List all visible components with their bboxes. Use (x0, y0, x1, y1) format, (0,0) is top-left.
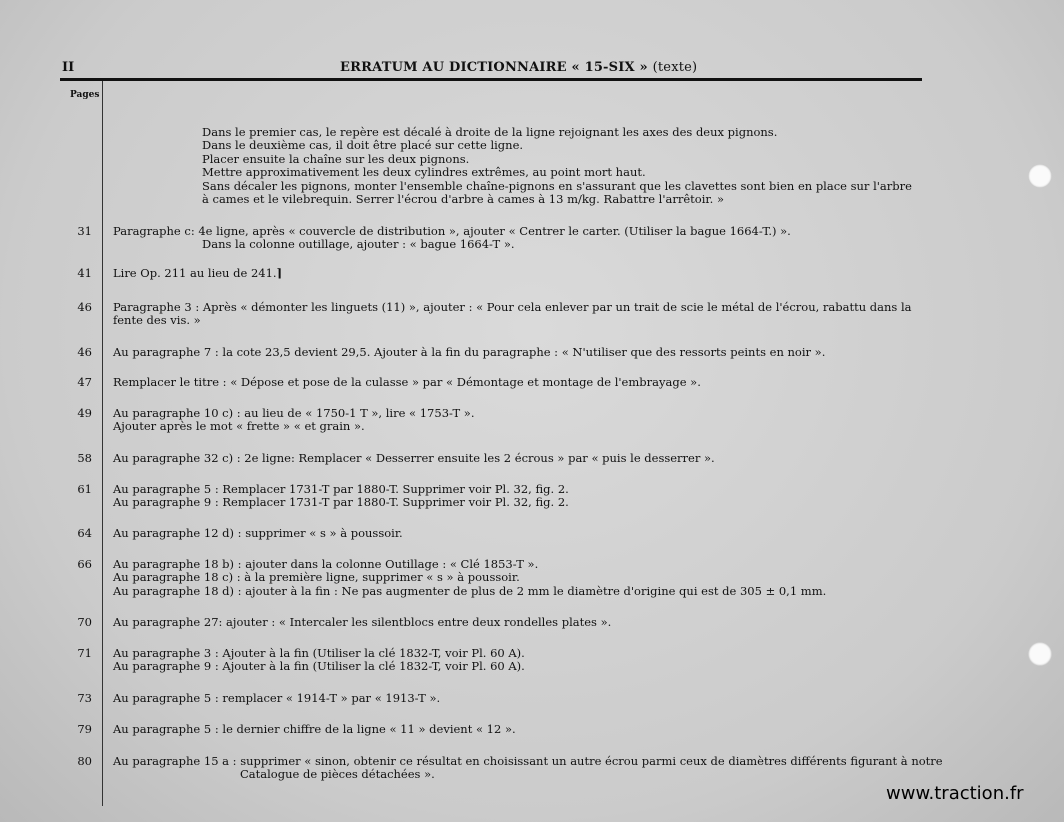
title-text: ERRATUM AU DICTIONNAIRE « 15-SIX » (340, 60, 648, 75)
intro-line: Dans le deuxième cas, il doit être placé sur cette ligne. (202, 138, 524, 153)
intro-line: Mettre approximativement les deux cylindres extrêmes, au point mort haut. (202, 165, 646, 180)
entry-line: Catalogue de pièces détachées ». (240, 767, 435, 782)
entry-line: Au paragraphe 15 a : supprimer « sinon, obtenir ce résultat en choisissant un autre écrou parmi ceux de diamètres différents figurant à notre (113, 754, 943, 768)
title-subtitle: (texte) (652, 60, 698, 75)
entry-line: fente des vis. » (113, 313, 201, 328)
punch-hole-bottom (1028, 642, 1052, 666)
pages-column-label: Pages (70, 90, 100, 100)
entry-line: Au paragraphe 9 : Remplacer 1731-T par 1880-T. Supprimer voir Pl. 32, fig. 2. (113, 495, 569, 510)
intro-paragraph (202, 126, 912, 206)
entry-page: 80 (77, 754, 92, 768)
entry-page: 61 (77, 482, 92, 496)
website-watermark: www.traction.fr (886, 783, 1024, 804)
entry-page: 49 (77, 406, 92, 420)
entry-line: Au paragraphe 7 : la cote 23,5 devient 29,5. Ajouter à la fin du paragraphe : « N'utiliser que des ressorts peints en noir ». (113, 345, 826, 359)
page-title (340, 60, 697, 75)
entry-line: Au paragraphe 5 : Remplacer 1731-T par 1880-T. Supprimer voir Pl. 32, fig. 2. (113, 482, 569, 496)
entry-page: 73 (77, 691, 92, 705)
punch-hole-top (1028, 164, 1052, 188)
entry-page: 64 (77, 526, 92, 540)
intro-line: Dans le premier cas, le repère est décalé à droite de la ligne rejoignant les axes des deux pignons. (202, 125, 778, 139)
entry-page: 70 (77, 615, 92, 629)
entry-page: 47 (77, 375, 92, 389)
intro-line: Placer ensuite la chaîne sur les deux pignons. (202, 151, 470, 166)
entry-line: Paragraphe c: 4e ligne, après « couvercle de distribution », ajouter « Centrer le carter. (Utiliser la bague 1664-T.) ». (113, 224, 791, 238)
entry-line: Au paragraphe 5 : le dernier chiffre de la ligne « 11 » devient « 12 ». (113, 722, 516, 736)
entry-page: 46 (77, 345, 92, 359)
entry-page: 41 (77, 266, 92, 280)
entry-page: 66 (77, 557, 92, 571)
entry-line: Au paragraphe 10 c) : au lieu de « 1750-1 T », lire « 1753-T ». (113, 406, 475, 420)
intro-line: Sans décaler les pignons, monter l'ensemble chaîne-pignons en s'assurant que les clavettes sont bien en place sur l'arbre (202, 178, 912, 193)
column-divider (102, 81, 103, 806)
entry-line: Dans la colonne outillage, ajouter : « bague 1664-T ». (202, 237, 515, 252)
entry-page: 31 (77, 224, 92, 238)
entry-line: Au paragraphe 18 b) : ajouter dans la colonne Outillage : « Clé 1853-T ». (113, 557, 539, 571)
entry-page: 46 (77, 300, 92, 314)
entry-line: Au paragraphe 12 d) : supprimer « s » à poussoir. (113, 526, 403, 540)
entry-line: Paragraphe 3 : Après « démonter les linguets (11) », ajouter : « Pour cela enlever par un trait de scie le métal de l'écrou, rabattu dans la (113, 300, 912, 314)
entry-line: Au paragraphe 3 : Ajouter à la fin (Utiliser la clé 1832-T, voir Pl. 60 A). (113, 646, 525, 660)
entry-line: Au paragraphe 9 : Ajouter à la fin (Utiliser la clé 1832-T, voir Pl. 60 A). (113, 659, 525, 674)
entry-line: Au paragraphe 5 : remplacer « 1914-T » par « 1913-T ». (113, 691, 441, 705)
intro-line: à cames et le vilebrequin. Serrer l'écrou d'arbre à cames à 13 m/kg. Rabattre l'arrêtoir. » (202, 192, 724, 207)
entry-page: 79 (77, 722, 92, 736)
entry-line: Remplacer le titre : « Dépose et pose de la culasse » par « Démontage et montage de l'embrayage ». (113, 375, 701, 389)
entry-line: Au paragraphe 32 c) : 2e ligne: Remplacer « Desserrer ensuite les 2 écrous » par « puis le desserrer ». (113, 451, 715, 465)
entry-line: Ajouter après le mot « frette » « et grain ». (113, 419, 365, 434)
entry-line: Au paragraphe 27: ajouter : « Intercaler les silentblocs entre deux rondelles plates ». (113, 615, 612, 629)
header-rule (60, 78, 922, 81)
entry-line: Au paragraphe 18 c) : à la première ligne, supprimer « s » à poussoir. (113, 570, 520, 585)
page-number: II (62, 60, 75, 75)
entry-line: Lire Op. 211 au lieu de 241. (113, 266, 277, 280)
bracket-mark: ⌉ (276, 266, 283, 280)
entry-page: 58 (77, 451, 92, 465)
entry-page: 71 (77, 646, 92, 660)
entry-line: Au paragraphe 18 d) : ajouter à la fin : Ne pas augmenter de plus de 2 mm le diamètre d'origine qui est de 305 ± 0,1 mm. (113, 583, 827, 598)
